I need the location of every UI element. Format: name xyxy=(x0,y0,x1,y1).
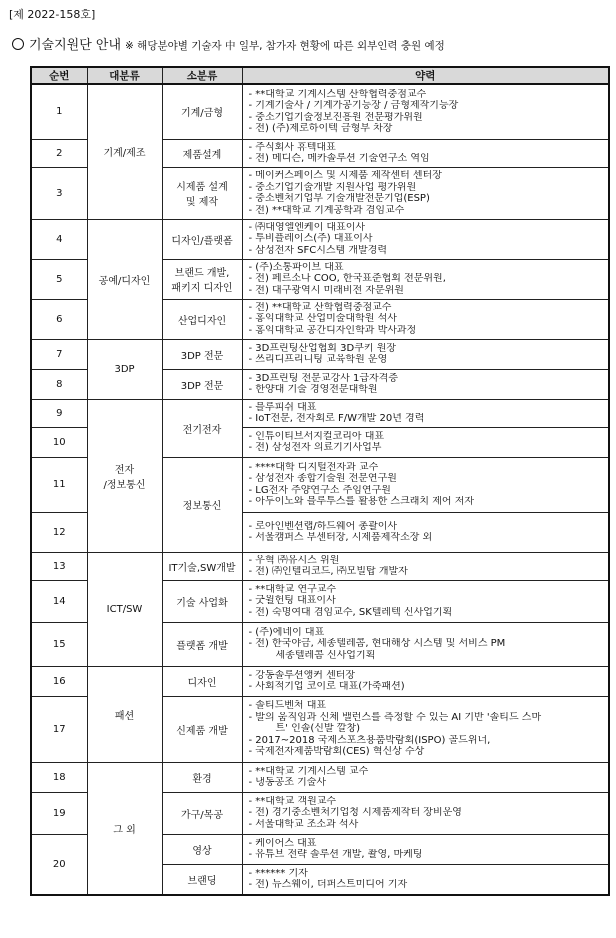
header-career: 약력 xyxy=(242,67,609,84)
row-no: 3 xyxy=(31,167,87,219)
row-no: 6 xyxy=(31,299,87,339)
career-line: - 인튜이티브서지컬코리아 대표 xyxy=(248,430,385,442)
row-no: 18 xyxy=(31,762,87,792)
row-no: 5 xyxy=(31,259,87,299)
minor-category: IT기술,SW개발 xyxy=(162,552,242,580)
career-line: - 3D프린팅 전문교강사 1급자격증 xyxy=(248,372,398,384)
career-line: - 2017~2018 국제스포츠용품박람회(ISPO) 골드위너, xyxy=(248,734,491,746)
career-line: 세종텔레콤 신사업기획 xyxy=(275,649,376,661)
career-cell xyxy=(242,369,609,399)
career-cell xyxy=(242,834,609,864)
minor-category: 환경 xyxy=(162,762,242,792)
major-category-mfg: 기계/제조 xyxy=(87,84,162,219)
minor-category-info: 정보통신 xyxy=(162,457,242,552)
major-category-elec: 전자 /정보통신 xyxy=(87,399,162,552)
minor-category: 플랫폼 개발 xyxy=(162,622,242,666)
major-category-ict: ICT/SW xyxy=(87,552,162,666)
minor-category: 3DP 전문 xyxy=(162,369,242,399)
row-no: 7 xyxy=(31,339,87,369)
career-cell xyxy=(242,666,609,696)
row-no: 20 xyxy=(31,834,87,895)
minor-category: 기계/금형 xyxy=(162,84,242,139)
career-line: - 3D프린팅산업협회 3D쿠키 원장 xyxy=(248,342,397,354)
career-cell xyxy=(242,552,609,580)
career-line: - 기계기술사 / 기계가공기능장 / 금형제작기능장 xyxy=(248,100,459,112)
career-line: - 전) 삼성전자 의료기기사업부 xyxy=(248,442,382,453)
career-line: - 중소벤처기업부 기술개발전문기업(ESP) xyxy=(248,193,430,204)
bullet-circle-icon xyxy=(12,38,24,50)
header-major: 대분류 xyxy=(87,67,162,84)
career-line: - 전) 한국야금, 세종텔레콤, 현대해상 시스템 및 서비스 PM xyxy=(248,638,506,650)
career-cell xyxy=(242,139,609,167)
career-line: - 전) 숙명여대 겸임교수, SK텔레텍 신사업기획 xyxy=(248,606,453,618)
career-cell xyxy=(242,864,609,895)
major-category-design: 공예/디자인 xyxy=(87,219,162,339)
career-line: - 쓰리디프리니팅 교육학원 운영 xyxy=(248,354,388,365)
career-line: - 유튜브 전략 솔루션 개발, 촬영, 마케팅 xyxy=(248,849,423,860)
minor-category: 3DP 전문 xyxy=(162,339,242,369)
row-no: 2 xyxy=(31,139,87,167)
row-no: 13 xyxy=(31,552,87,580)
row-no: 15 xyxy=(31,622,87,666)
career-line: - 중소기업기술개발 지원사업 평가위원 xyxy=(248,181,417,193)
row-no: 17 xyxy=(31,696,87,762)
career-line: - 전) 뉴스웨이, 더퍼스트미디어 기자 xyxy=(248,879,408,891)
career-line: - 냉동공조 기술사 xyxy=(248,777,327,788)
tech-support-table xyxy=(30,66,610,896)
career-line: - 블루피쉬 대표 xyxy=(248,401,317,413)
career-line: - **대학교 연구교수 xyxy=(248,583,337,595)
career-cell xyxy=(242,427,609,457)
career-line: - 메이커스페이스 및 시제품 제작센터 센터장 xyxy=(248,170,442,181)
table-row xyxy=(31,762,609,792)
career-line: - 서울캠퍼스 부센터장, 시제품제작소장 외 xyxy=(248,532,433,543)
career-cell xyxy=(242,339,609,369)
career-line: - 전) 경기중소벤처기업청 시제품제작터 장비운영 xyxy=(248,807,462,819)
table-header-row xyxy=(31,67,609,84)
career-line: - 우혁 ㈜유시스 위원 xyxy=(248,554,340,566)
row-no: 12 xyxy=(31,512,87,552)
minor-category: 제품설계 xyxy=(162,139,242,167)
table-row xyxy=(31,84,609,139)
table-row xyxy=(31,666,609,696)
career-line: - **대학교 기계시스템 산학협력중점교수 xyxy=(248,88,427,100)
career-line: - 전) **대학교 기계공학과 겸임교수 xyxy=(248,204,405,216)
career-line: - (주)소통파이브 대표 xyxy=(248,261,344,273)
table-row xyxy=(31,399,609,427)
career-line: - 중소기업기술정보진흥원 전문평가위원 xyxy=(248,111,423,123)
minor-category-elec: 전기전자 xyxy=(162,399,242,457)
career-line: - ****** 기자 xyxy=(248,867,308,879)
minor-category: 산업디자인 xyxy=(162,299,242,339)
row-no: 1 xyxy=(31,84,87,139)
career-line: - 홍익대학교 공간디자인학과 박사과정 xyxy=(248,324,417,336)
row-no: 19 xyxy=(31,792,87,834)
career-cell xyxy=(242,622,609,666)
row-no: 11 xyxy=(31,457,87,512)
section-heading xyxy=(12,34,445,53)
career-cell xyxy=(242,219,609,259)
minor-category: 기술 사업화 xyxy=(162,580,242,622)
career-line: - 굿윌헌팅 대표이사 xyxy=(248,595,336,607)
career-line: - 서울대학교 조소과 석사 xyxy=(248,818,359,830)
career-line: - 전) 메디슨, 메카솔루션 기술연구소 역임 xyxy=(248,153,430,164)
minor-category: 시제품 설계 및 제작 xyxy=(162,167,242,219)
career-cell xyxy=(242,259,609,299)
row-no: 10 xyxy=(31,427,87,457)
major-category-fashion: 패션 xyxy=(87,666,162,762)
career-line: - 전) (주)제로하이텍 금형부 차장 xyxy=(248,123,393,135)
table-row xyxy=(31,219,609,259)
career-line: 트' 인솔(신발 깔창) xyxy=(275,723,361,735)
career-line: - 국제전자제품박람회(CES) 혁신상 수상 xyxy=(248,746,425,758)
career-line: - ****대학 디지털전자과 교수 xyxy=(248,461,379,473)
major-category-3dp: 3DP xyxy=(87,339,162,399)
career-cell xyxy=(242,399,609,427)
major-category-etc: 그 외 xyxy=(87,762,162,895)
career-cell xyxy=(242,167,609,219)
career-cell xyxy=(242,580,609,622)
career-line: - IoT전문, 전자회로 F/W개발 20년 경력 xyxy=(248,413,425,424)
career-line: - **대학교 객원교수 xyxy=(248,795,337,807)
career-line: - 케이어스 대표 xyxy=(248,837,317,849)
career-line: - 전) **대학교 산학협력중점교수 xyxy=(248,301,392,313)
minor-category: 디자인 xyxy=(162,666,242,696)
row-no: 8 xyxy=(31,369,87,399)
minor-category: 신제품 개발 xyxy=(162,696,242,762)
career-cell xyxy=(242,792,609,834)
career-cell xyxy=(242,696,609,762)
minor-category: 브랜드 개발, 패키지 디자인 xyxy=(162,259,242,299)
career-line: - 전) 대구광역시 미래비전 자문위원 xyxy=(248,284,404,296)
career-line: - 아두이노와 블루투스를 활용한 스크래치 제어 저자 xyxy=(248,496,475,507)
career-cell xyxy=(242,457,609,512)
row-no: 9 xyxy=(31,399,87,427)
career-line: - **대학교 기계시스템 교수 xyxy=(248,765,369,777)
career-line: - 전) ㈜인텔리코드, ㈜모빌탑 개발자 xyxy=(248,566,408,577)
header-no: 순번 xyxy=(31,67,87,84)
career-line: - 로아인벤션랩/하드웨어 총괄이사 xyxy=(248,520,398,532)
career-line: - 발의 움직임과 신체 밸런스를 측정할 수 있는 AI 기반 '솔티드 스마 xyxy=(248,711,542,723)
row-no: 4 xyxy=(31,219,87,259)
career-line: - ㈜대영엘엔케이 대표이사 xyxy=(248,221,366,233)
career-cell xyxy=(242,299,609,339)
career-line: - 사회적기업 코이로 대표(가죽패션) xyxy=(248,681,405,692)
career-cell xyxy=(242,762,609,792)
career-line: - 투비플레이스(주) 대표이사 xyxy=(248,233,373,245)
minor-category: 브랜딩 xyxy=(162,864,242,895)
career-line: - 강동솔루션앵커 센터장 xyxy=(248,669,356,681)
minor-category: 디자인/플랫폼 xyxy=(162,219,242,259)
career-line: - 한양대 기술 경영전문대학원 xyxy=(248,384,378,395)
career-line: - 삼성전자 SFC시스템 개발경력 xyxy=(248,244,387,256)
document-number: [제 2022-158호] xyxy=(9,8,96,21)
minor-category: 가구/목공 xyxy=(162,792,242,834)
row-no: 16 xyxy=(31,666,87,696)
career-cell xyxy=(242,84,609,139)
header-minor: 소분류 xyxy=(162,67,242,84)
career-line: - 솔티드벤처 대표 xyxy=(248,700,327,712)
row-no: 14 xyxy=(31,580,87,622)
section-note: ※ 해당분야별 기술자 中 일부, 참가자 현황에 따른 외부인력 충원 예정 xyxy=(125,40,445,52)
career-cell xyxy=(242,512,609,552)
table-row xyxy=(31,552,609,580)
career-line: - 주식회사 휴텍대표 xyxy=(248,141,336,153)
career-line: - 삼성전자 종합기술원 전문연구원 xyxy=(248,473,397,484)
career-line: - 전) 페르소나 COO, 한국표준협회 전문위원, xyxy=(248,273,446,285)
section-title: 기술지원단 안내 xyxy=(29,38,122,53)
minor-category: 영상 xyxy=(162,834,242,864)
career-line: - (주)에네이 대표 xyxy=(248,626,325,638)
career-line: - 홍익대학교 산업미술대학원 석사 xyxy=(248,313,397,325)
table-row xyxy=(31,339,609,369)
career-line: - LG전자 주양연구소 주임연구원 xyxy=(248,484,391,496)
